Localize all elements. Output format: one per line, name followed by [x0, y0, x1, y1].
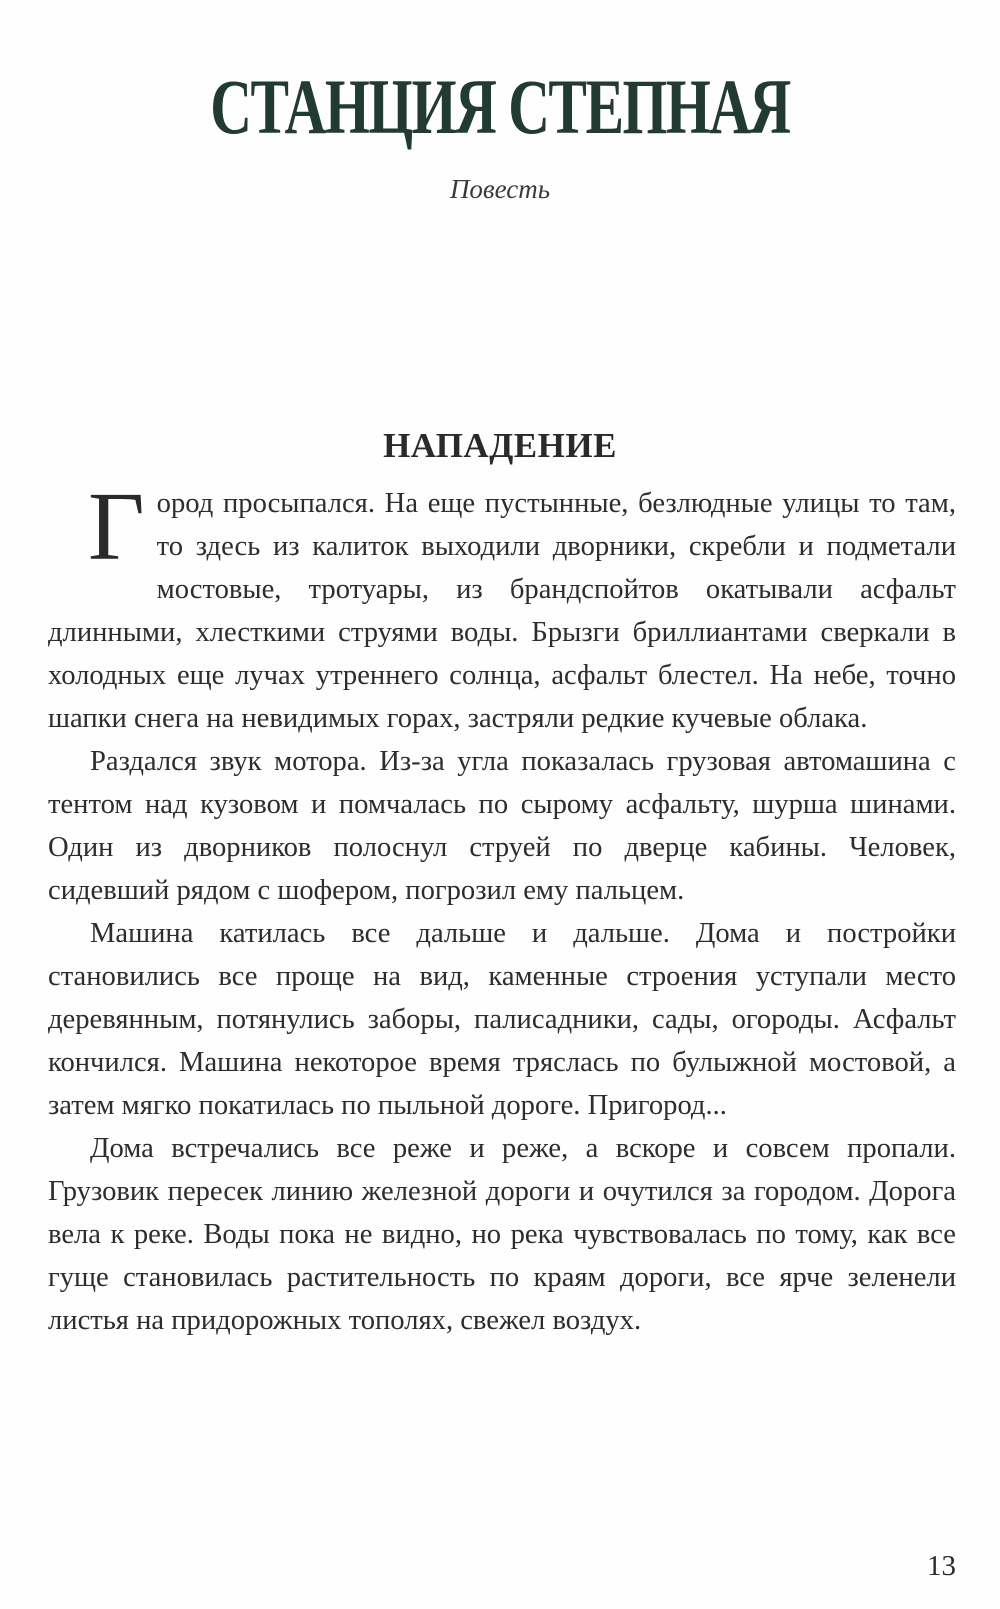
chapter-text — [48, 473, 956, 1342]
book-subtitle: Повесть — [449, 174, 551, 204]
paragraph-2: Раздался звук мотора. Из-за угла показалась грузовая автомашина с тентом над кузовом и помчалась по сырому асфальту, шурша шинами. Один из дворников полоснул струей по дверце кабины. Человек, сидевший рядом с шофером, погрозил ему пальцем. — [48, 746, 956, 906]
page-number: 13 — [927, 1550, 956, 1582]
chapter-title: НАПАДЕНИЕ — [383, 426, 617, 465]
drop-cap: Г — [88, 473, 145, 581]
paragraph-1 — [48, 473, 956, 740]
paragraph-1-text: ород просыпался. На еще пустынные, безлюдные улицы то там, то здесь из калиток выходили дворники, скребли и подметали мостовые, тротуары, из брандспойтов окатывали асфальт длинными, хлесткими струями воды. Брызги бриллиантами сверкали в холодных еще лучах утреннего солнца, асфальт блестел. На небе, точно шапки снега на невидимых горах, застряли редкие кучевые облака. — [48, 488, 956, 734]
paragraph-4: Дома встречались все реже и реже, а вскоре и совсем пропали. Грузовик пересек линию железной дороги и очутился за городом. Дорога вела к реке. Воды пока не видно, но река чувствовалась по тому, как все гуще становилась растительность по краям дороги, все ярче зеленели листья на придорожных тополях, свежел воздух. — [48, 1133, 956, 1336]
paragraph-3: Машина катилась все дальше и дальше. Дома и постройки становились все проще на вид, каменные строения уступали место деревянным, потянулись заборы, палисадники, сады, огороды. Асфальт кончился. Машина некоторое время тряслась по булыжной мостовой, а затем мягко покатилась по пыльной дороге. Пригород... — [48, 918, 956, 1121]
book-title: СТАНЦИЯ СТЕПНАЯ — [210, 63, 790, 150]
